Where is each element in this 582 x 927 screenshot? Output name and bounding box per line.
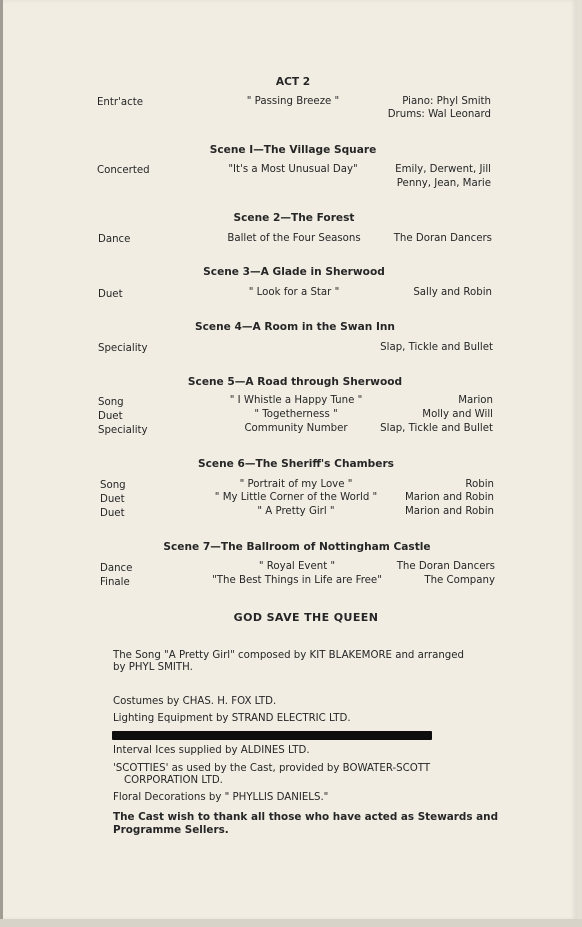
item-title: "It's a Most Unusual Day": [228, 164, 358, 175]
page-right-edge: [577, 0, 582, 927]
item-title: " Look for a Star ": [248, 287, 340, 298]
item-type: Duet: [98, 411, 123, 422]
item-title: Ballet of the Four Seasons: [227, 233, 361, 244]
item-type: Duet: [100, 508, 125, 519]
page-bottom-edge: [0, 919, 582, 927]
redaction-bar: [112, 731, 432, 740]
item-type: Song: [98, 397, 124, 408]
floral-credit: Floral Decorations by " PHYLLIS DANIELS.": [113, 792, 329, 803]
ices-credit: Interval Ices supplied by ALDINES LTD.: [113, 745, 310, 756]
scene-heading: Scene 3—A Glade in Sherwood: [203, 266, 385, 278]
item-type: Duet: [98, 289, 123, 300]
scene-heading: Scene 2—The Forest: [233, 212, 355, 224]
song-note-cont: by PHYL SMITH.: [113, 662, 193, 673]
entracte-performer: Drums: Wal Leonard: [387, 109, 491, 120]
scene-heading: Scene 4—A Room in the Swan Inn: [195, 321, 395, 333]
item-performer: Sally and Robin: [413, 287, 492, 298]
item-type: Dance: [98, 234, 131, 245]
item-performer: Robin: [465, 479, 494, 490]
scene-heading: Scene 6—The Sheriff's Chambers: [198, 458, 394, 470]
item-performer: Marion: [458, 395, 493, 406]
scotties-credit: 'SCOTTIES' as used by the Cast, provided by BOWATER-SCOTT: [113, 763, 431, 774]
item-title: " I Whistle a Happy Tune ": [229, 395, 363, 406]
scotties-credit-cont: CORPORATION LTD.: [124, 775, 223, 786]
item-title: " Togetherness ": [254, 409, 338, 420]
item-performer: Marion and Robin: [405, 506, 494, 517]
item-type: Dance: [100, 563, 133, 574]
item-type: Song: [100, 480, 126, 491]
item-performer: Penny, Jean, Marie: [396, 178, 491, 189]
item-title: " My Little Corner of the World ": [214, 492, 378, 503]
entracte-title: " Passing Breeze ": [246, 96, 340, 107]
entracte-performer: Piano: Phyl Smith: [402, 96, 491, 107]
item-performer: Slap, Tickle and Bullet: [380, 423, 493, 434]
item-performer: The Doran Dancers: [396, 561, 495, 572]
song-note: The Song "A Pretty Girl" composed by KIT BLAKEMORE and arranged: [113, 650, 464, 661]
thanks-note-cont: Programme Sellers.: [113, 824, 229, 836]
page-fold: [0, 0, 3, 927]
item-title: " Portrait of my Love ": [239, 479, 353, 490]
item-type: Duet: [100, 494, 125, 505]
item-performer: The Company: [424, 575, 495, 586]
item-title: " A Pretty Girl ": [257, 506, 335, 517]
item-performer: The Doran Dancers: [393, 233, 492, 244]
lighting-credit: Lighting Equipment by STRAND ELECTRIC LTD.: [113, 713, 351, 724]
thanks-note: The Cast wish to thank all those who have acted as Stewards and: [113, 811, 499, 823]
act-heading: ACT 2: [275, 76, 311, 88]
item-type: Speciality: [98, 425, 148, 436]
item-type: Concerted: [97, 165, 150, 176]
anthem-heading: GOD SAVE THE QUEEN: [233, 611, 379, 624]
entracte-type: Entr'acte: [97, 97, 143, 108]
scene-heading: Scene 5—A Road through Sherwood: [187, 376, 403, 388]
item-performer: Slap, Tickle and Bullet: [380, 342, 493, 353]
item-title: " Royal Event ": [258, 561, 336, 572]
item-title: "The Best Things in Life are Free": [212, 575, 382, 586]
item-performer: Marion and Robin: [405, 492, 494, 503]
costumes-credit: Costumes by CHAS. H. FOX LTD.: [113, 696, 277, 707]
scene-heading: Scene 7—The Ballroom of Nottingham Castle: [163, 541, 431, 553]
item-performer: Molly and Will: [422, 409, 493, 420]
item-title: Community Number: [244, 423, 348, 434]
scene-heading: Scene I—The Village Square: [209, 144, 377, 156]
item-performer: Emily, Derwent, Jill: [395, 164, 491, 175]
item-type: Finale: [100, 577, 130, 588]
item-type: Speciality: [98, 343, 148, 354]
